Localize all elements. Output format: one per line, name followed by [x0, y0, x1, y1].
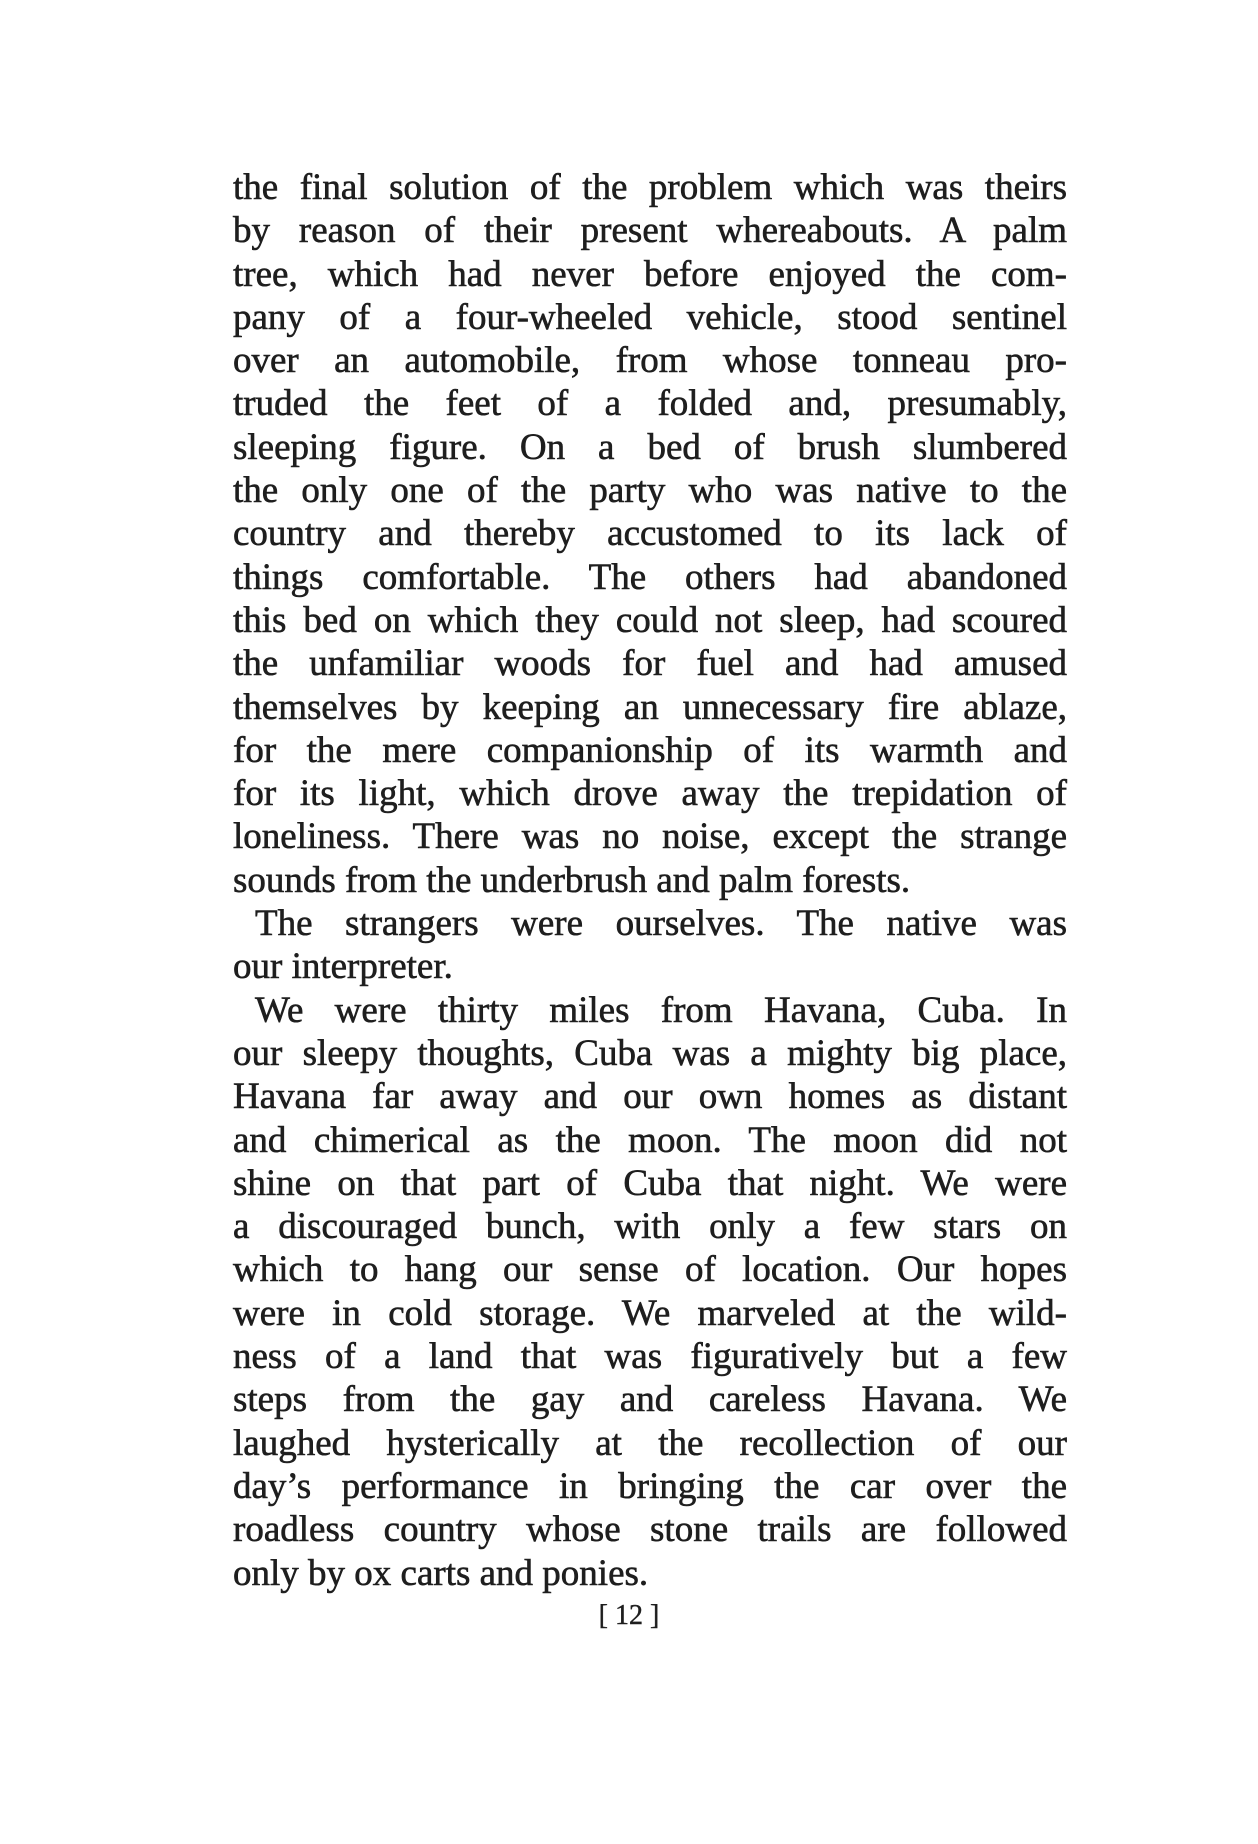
text-line: for the mere companionship of its warmth and — [233, 729, 1067, 771]
text-line: our sleepy thoughts, Cuba was a mighty big place, — [233, 1032, 1067, 1074]
text-line: the only one of the party who was native to the — [233, 470, 1067, 512]
text-line: sleeping figure. On a bed of brush slumbered — [233, 426, 1067, 468]
text-line: themselves by keeping an unnecessary fire ablaze, — [233, 686, 1067, 728]
text-line: for its light, which drove away the trepidation of — [233, 773, 1067, 815]
text-line: by reason of their present whereabouts. A palm — [233, 210, 1067, 252]
text-line: shine on that part of Cuba that night. We were — [233, 1162, 1067, 1204]
text-line: the final solution of the problem which was theirs — [233, 167, 1067, 208]
text-line: were in cold storage. We marveled at the wild- — [233, 1292, 1067, 1334]
text-line: only by ox carts and ponies. — [233, 1552, 649, 1594]
paragraph — [233, 902, 1067, 989]
text-line: and chimerical as the moon. The moon did not — [233, 1119, 1067, 1161]
text-line: steps from the gay and careless Havana. We — [233, 1379, 1067, 1421]
text-line: tree, which had never before enjoyed the com- — [233, 253, 1067, 295]
text-line: the unfamiliar woods for fuel and had amused — [233, 643, 1067, 685]
text-line: our interpreter. — [233, 946, 453, 988]
body-text — [233, 166, 1067, 1595]
text-line: loneliness. There was no noise, except the strange — [233, 816, 1067, 858]
text-line: pany of a four-wheeled vehicle, stood sentinel — [233, 296, 1067, 338]
text-line: The strangers were ourselves. The native was — [255, 903, 1067, 945]
text-line: a discouraged bunch, with only a few stars on — [233, 1206, 1067, 1248]
text-line: truded the feet of a folded and, presumably, — [233, 383, 1067, 425]
paragraph — [233, 989, 1067, 1595]
text-line: ness of a land that was figuratively but a few — [233, 1336, 1067, 1378]
text-line: roadless country whose stone trails are followed — [233, 1509, 1067, 1551]
text-line: which to hang our sense of location. Our hopes — [233, 1249, 1067, 1291]
text-line: over an automobile, from whose tonneau pro- — [233, 340, 1067, 382]
text-line: day’s performance in bringing the car over the — [233, 1465, 1067, 1507]
page-number: [ 12 ] — [598, 1600, 660, 1631]
text-line: things comfortable. The others had abandoned — [233, 556, 1067, 598]
text-line: Havana far away and our own homes as distant — [233, 1076, 1067, 1118]
text-line: this bed on which they could not sleep, had scoured — [233, 599, 1067, 641]
text-line: sounds from the underbrush and palm forests. — [233, 859, 911, 901]
text-line: laughed hysterically at the recollection of our — [233, 1422, 1067, 1464]
paragraph — [233, 166, 1067, 902]
text-line: We were thirty miles from Havana, Cuba. In — [255, 989, 1067, 1031]
text-line: country and thereby accustomed to its lack of — [233, 513, 1067, 555]
